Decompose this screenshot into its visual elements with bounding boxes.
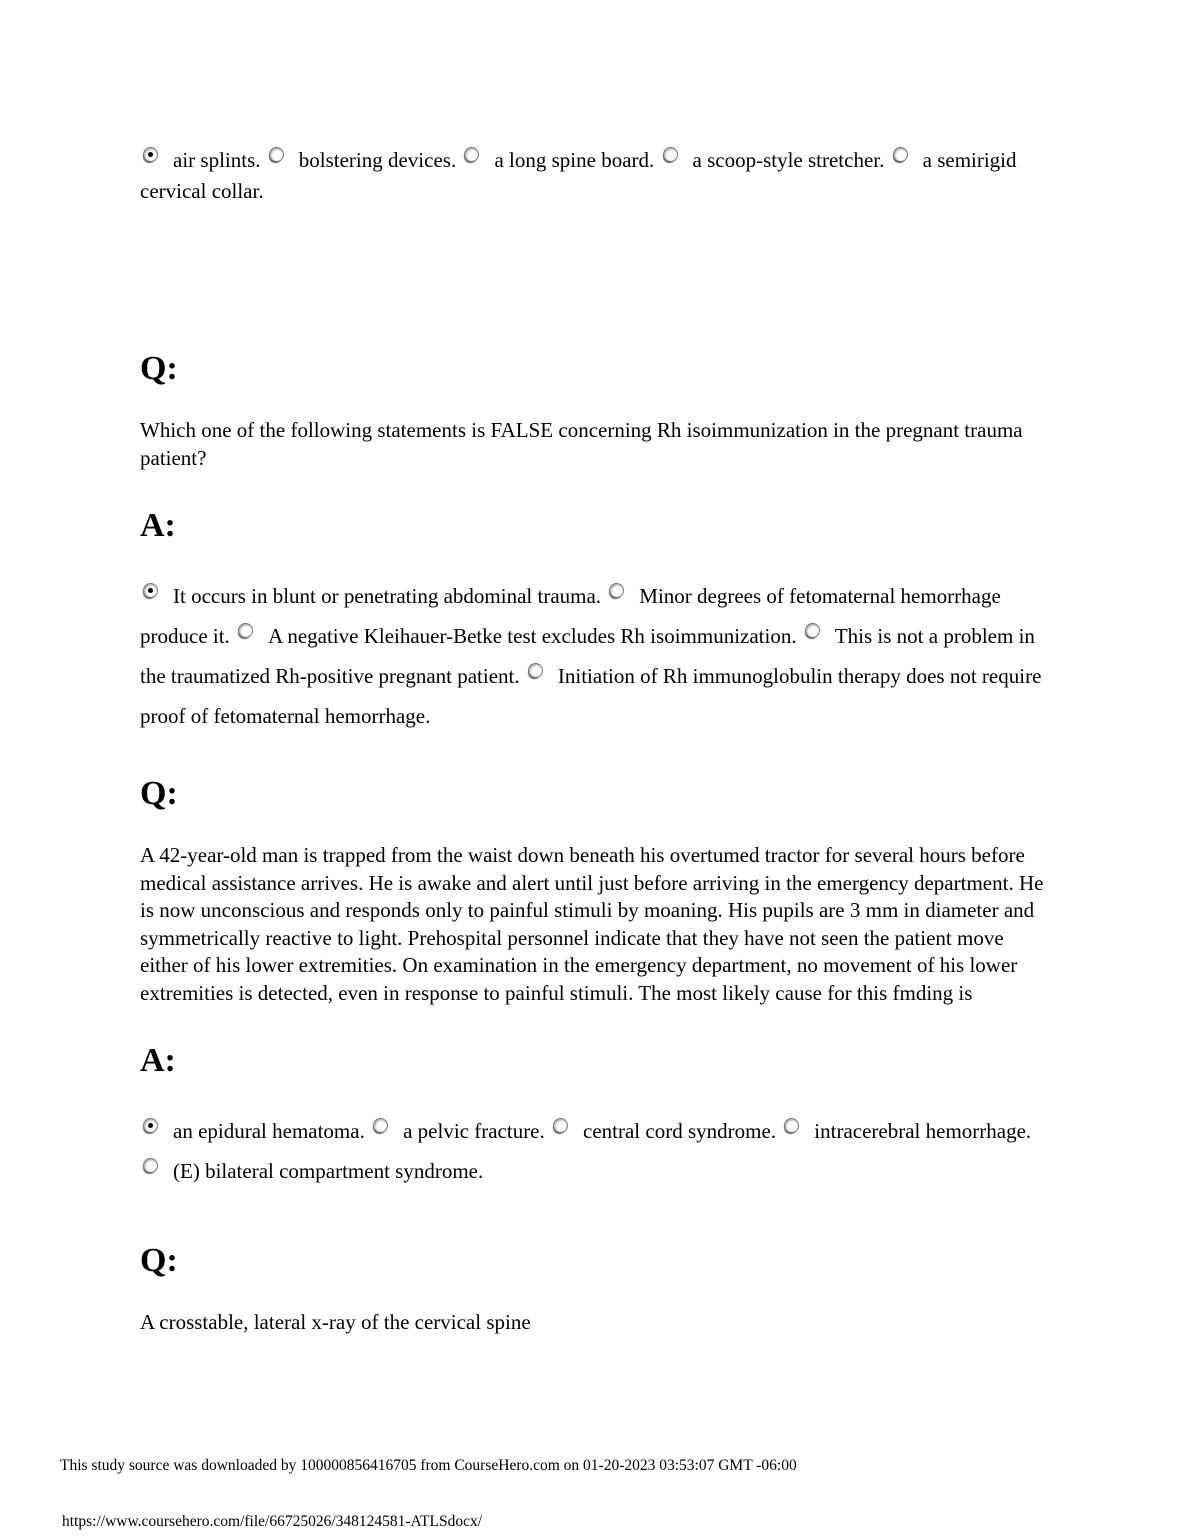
question-heading: Q:	[140, 775, 178, 812]
radio-button[interactable]	[464, 147, 479, 162]
answer-option	[235, 624, 797, 648]
answer-option-label: a pelvic fracture.	[403, 1119, 545, 1143]
answer-option-label: a long spine board.	[494, 148, 655, 172]
answer-option	[140, 1159, 483, 1183]
answer-option	[140, 148, 261, 172]
spacer	[140, 391, 1056, 417]
answer-option-label: (E) bilateral compartment syndrome.	[173, 1159, 484, 1183]
answer-option	[266, 148, 456, 172]
answer-options-top	[140, 145, 1056, 207]
radio-button[interactable]	[238, 623, 253, 638]
answer-option-label: Minor degrees of fetomaternal hemorrhage produce it.	[140, 584, 1001, 648]
answer-option-label: air splints.	[173, 148, 261, 172]
spacer	[140, 1007, 1056, 1039]
radio-button[interactable]	[784, 1118, 799, 1133]
spacer	[140, 1283, 1056, 1309]
radio-button[interactable]	[553, 1118, 568, 1133]
answer-option	[370, 1119, 545, 1143]
question-text: Which one of the following statements is FALSE concerning Rh isoimmunization in the pregnant trauma patient?	[140, 418, 1023, 470]
answer-option	[660, 148, 885, 172]
answer-option-label: A negative Kleihauer-Betke test excludes Rh isoimmunization.	[268, 624, 797, 648]
question-text: A 42-year-old man is trapped from the waist down beneath his overtumed tractor for several hours before medical assistance arrives. He is awake and alert until just before arriving in the emergency department. He is now unconscious and responds only to painful stimuli by moaning. His pupils are 3 mm in diameter and symmetrically reactive to light. Prehospital personnel indicate that they have not seen the patient move either of his lower extremities. On examination in the emergency department, no movement of his lower extremities is detected, even in response to painful stimuli. The most likely cause for this fmding is	[140, 843, 1044, 1005]
answer-option	[461, 148, 654, 172]
answer-heading: A:	[140, 507, 176, 544]
answer-option-label: intracerebral hemorrhage.	[814, 1119, 1032, 1143]
answer-options-group-2	[140, 1111, 1056, 1191]
spacer	[140, 1191, 1056, 1239]
answer-option-label: an epidural hematoma.	[173, 1119, 365, 1143]
spacer	[140, 472, 1056, 504]
download-attribution-note: This study source was downloaded by 100000856416705 from CourseHero.com on 01-20-2023 03:53:07 GMT -06:00	[60, 1457, 797, 1474]
radio-button[interactable]	[609, 583, 624, 598]
radio-button[interactable]	[893, 147, 908, 162]
answer-option	[140, 1119, 365, 1143]
radio-button[interactable]	[143, 147, 158, 162]
answer-option-label: central cord syndrome.	[583, 1119, 777, 1143]
answer-option-label: This is not a problem in the traumatized Rh-positive pregnant patient.	[140, 624, 1035, 688]
answer-option-label: a scoop-style stretcher.	[692, 148, 885, 172]
question-text: A crosstable, lateral x-ray of the cervical spine	[140, 1310, 531, 1334]
radio-button[interactable]	[528, 663, 543, 678]
answer-option-label: Initiation of Rh immunoglobulin therapy does not require proof of fetomaternal hemorrhage.	[140, 664, 1042, 728]
radio-button[interactable]	[143, 583, 158, 598]
radio-button[interactable]	[805, 623, 820, 638]
source-url-link[interactable]: https://www.coursehero.com/file/66725026/348124581-ATLSdocx/	[62, 1513, 483, 1530]
radio-button[interactable]	[269, 147, 284, 162]
radio-button[interactable]	[663, 147, 678, 162]
answer-option	[781, 1119, 1031, 1143]
spacer	[140, 548, 1056, 576]
spacer	[140, 1083, 1056, 1111]
spacer	[140, 207, 1056, 347]
radio-button[interactable]	[373, 1118, 388, 1133]
radio-button[interactable]	[143, 1158, 158, 1173]
answer-options-group-1	[140, 576, 1056, 736]
radio-button[interactable]	[143, 1118, 158, 1133]
answer-option-label: It occurs in blunt or penetrating abdominal trauma.	[173, 584, 602, 608]
answer-option-label: a semirigid cervical collar.	[140, 148, 1017, 203]
question-heading: Q:	[140, 1242, 178, 1279]
answer-option-label: bolstering devices.	[298, 148, 457, 172]
document-content	[140, 145, 1056, 1337]
question-heading: Q:	[140, 350, 178, 387]
answer-option	[550, 1119, 776, 1143]
answer-heading: A:	[140, 1042, 176, 1079]
answer-option	[140, 584, 601, 608]
spacer	[140, 736, 1056, 772]
spacer	[140, 816, 1056, 842]
